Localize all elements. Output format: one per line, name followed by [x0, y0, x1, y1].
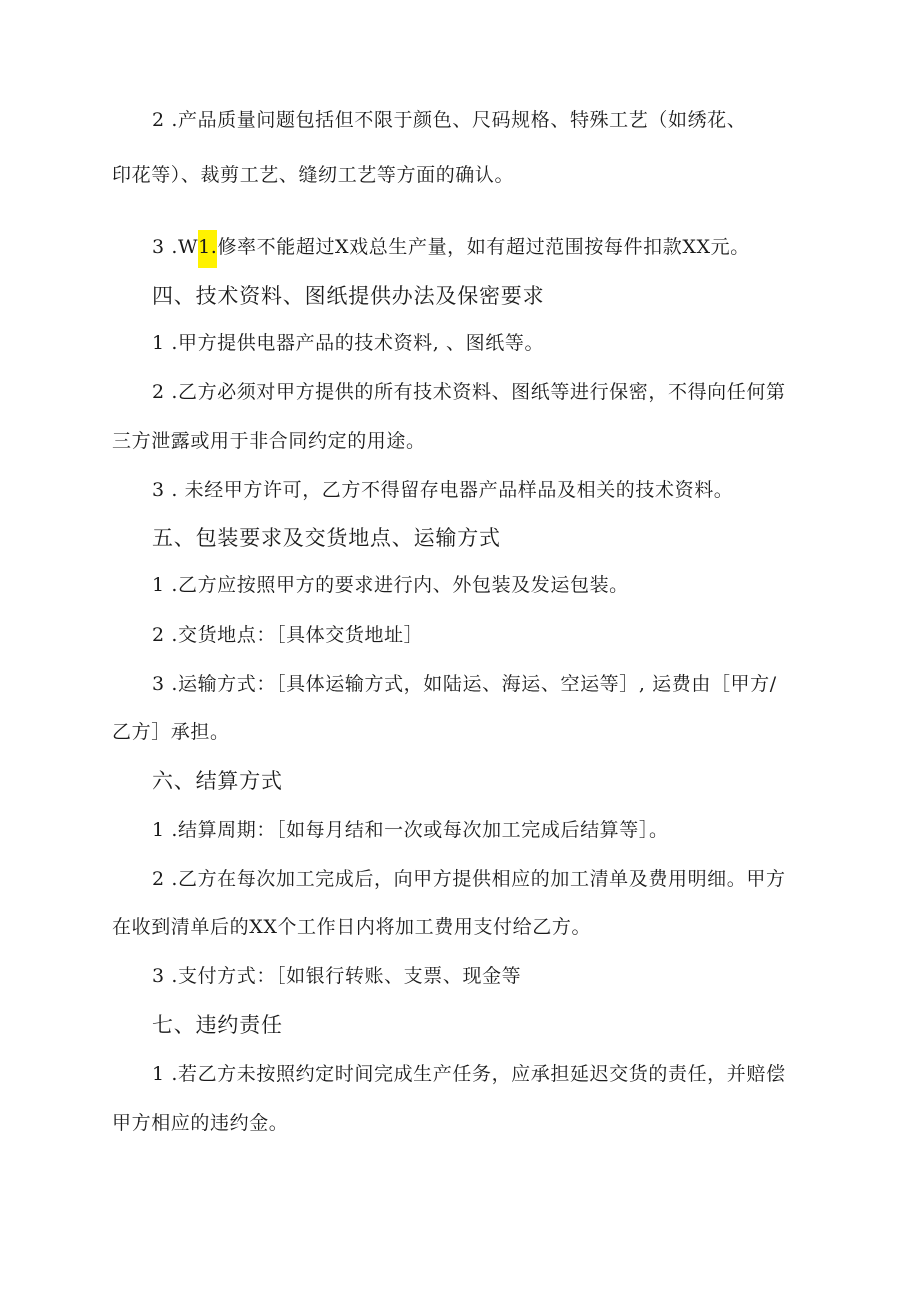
clause-3-2-line-1: 2 .产品质量问题包括但不限于颜色、尺码规格、特殊工艺（如绣花、 — [152, 109, 747, 131]
clause-6-2-line-2: 在收到清单后的XX个工作日内将加工费用支付给乙方。 — [112, 916, 592, 938]
clause-4-3: 3 . 未经甲方许可，乙方不得留存电器产品样品及相关的技术资料。 — [152, 479, 734, 501]
clause-3-3 — [152, 234, 750, 260]
section-heading-6: 六、结算方式 — [152, 769, 283, 793]
clause-4-1: 1 .甲方提供电器产品的技术资料, 、图纸等。 — [152, 332, 545, 354]
clause-6-2-line-1: 2 .乙方在每次加工完成后，向甲方提供相应的加工清单及费用明细。甲方 — [152, 868, 786, 890]
highlighted-text: 1. — [198, 230, 217, 268]
clause-3-3-prefix: 3 .W — [152, 236, 199, 258]
clause-5-2: 2 .交货地点：［具体交货地址］ — [152, 624, 424, 646]
clause-3-3-rest: 修率不能超过X戏总生产量，如有超过范围按每件扣款XX元。 — [217, 236, 750, 258]
clause-6-1: 1 .结算周期：［如每月结和一次或每次加工完成后结算等］。 — [152, 819, 669, 841]
clause-7-1-line-1: 1 .若乙方未按照约定时间完成生产任务，应承担延迟交货的责任，并赔偿 — [152, 1063, 786, 1085]
clause-6-3: 3 .支付方式：［如银行转账、支票、现金等 — [152, 965, 522, 987]
clause-4-2-line-2: 三方泄露或用于非合同约定的用途。 — [112, 430, 426, 452]
clause-7-1-line-2: 甲方相应的违约金。 — [112, 1112, 289, 1134]
section-heading-7: 七、违约责任 — [152, 1013, 283, 1037]
clause-4-2-line-1: 2 .乙方必须对甲方提供的所有技术资料、图纸等进行保密，不得向任何第 — [152, 381, 786, 403]
clause-3-2-line-2: 印花等）、裁剪工艺、缝纫工艺等方面的确认。 — [112, 164, 515, 186]
clause-5-3-line-2: 乙方］承担。 — [112, 721, 230, 743]
section-heading-5: 五、包装要求及交货地点、运输方式 — [152, 526, 501, 550]
clause-5-1: 1 .乙方应按照甲方的要求进行内、外包装及发运包装。 — [152, 574, 629, 596]
section-heading-4: 四、技术资料、图纸提供办法及保密要求 — [152, 284, 545, 308]
clause-5-3-line-1: 3 .运输方式：［具体运输方式，如陆运、海运、空运等］, 运费由［甲方/ — [152, 673, 777, 695]
